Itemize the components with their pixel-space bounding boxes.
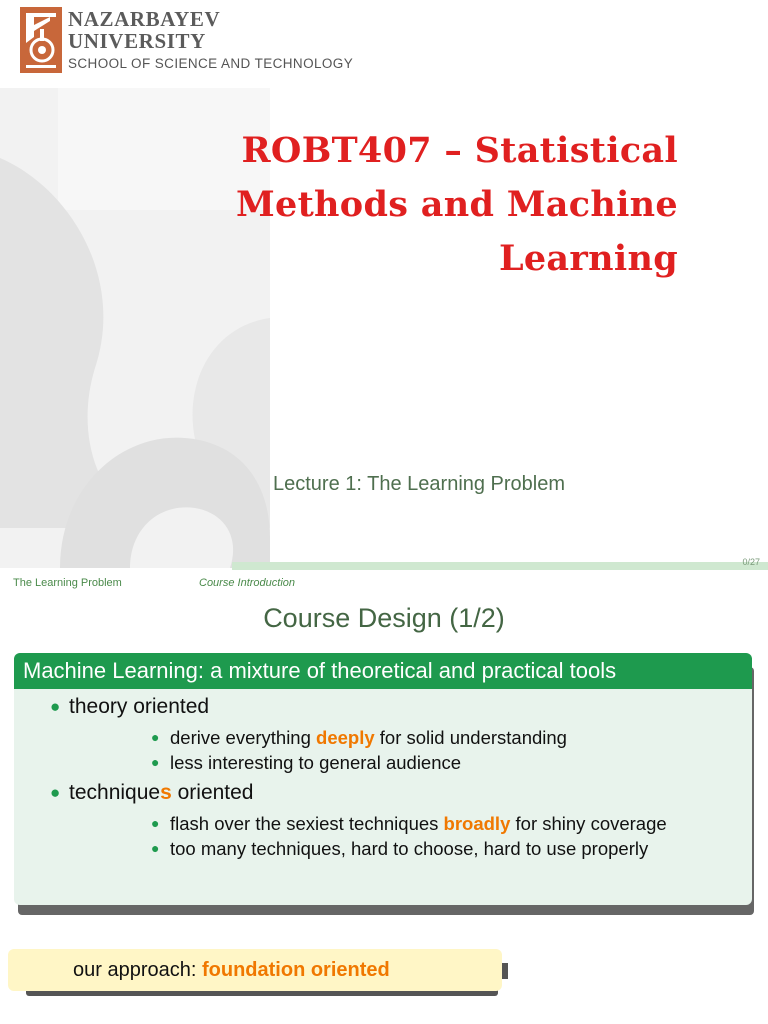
- bullet-icon: ●: [151, 815, 160, 831]
- logo-name-line2: UNIVERSITY: [68, 29, 206, 53]
- nav-subsection-link[interactable]: Course Introduction: [199, 577, 295, 589]
- bullet-icon: ●: [151, 754, 160, 770]
- logo-name-line1: NAZARBAYEV: [68, 7, 221, 31]
- content-block: [14, 653, 754, 909]
- university-logo: [20, 7, 353, 73]
- nazarbayev-university-emblem-icon: [20, 7, 62, 73]
- list-item-text: technique: [69, 781, 161, 804]
- presentation-title: [118, 124, 678, 286]
- title-line-2: Methods and Machine: [235, 184, 678, 225]
- sub-list-item: [69, 750, 752, 775]
- sub-list: [69, 725, 752, 775]
- approach-box: [8, 949, 502, 991]
- sub-item-text: derive everything: [170, 727, 317, 748]
- highlight-text: broadly: [443, 813, 511, 834]
- nav-section-link[interactable]: The Learning Problem: [13, 577, 122, 589]
- bullet-icon: ●: [50, 783, 61, 802]
- page-number: 0/27: [742, 557, 760, 567]
- sub-list: [69, 811, 752, 861]
- frame-title: Course Design (1/2): [263, 603, 505, 633]
- block-header: Machine Learning: a mixture of theoretical and practical tools: [14, 653, 752, 689]
- list-item-theory: [14, 693, 752, 775]
- bullet-icon: ●: [50, 697, 61, 716]
- footer-bar: [232, 562, 768, 570]
- sub-list-item: [69, 725, 752, 750]
- sub-item-text: for solid understanding: [374, 727, 567, 748]
- highlight-text: deeply: [316, 727, 375, 748]
- list-item-techniques: [14, 779, 752, 861]
- approach-highlight: foundation oriented: [201, 959, 390, 981]
- course-design-slide: [0, 575, 768, 1024]
- sub-list-item: [69, 836, 752, 861]
- lecture-subtitle: Lecture 1: The Learning Problem: [273, 473, 566, 495]
- highlight-text: s: [160, 781, 172, 804]
- sub-item-text: too many techniques, hard to choose, hard to use properly: [170, 838, 649, 859]
- bullet-icon: ●: [151, 840, 160, 856]
- approach-label: our approach:: [73, 959, 202, 981]
- sub-item-text: for shiny coverage: [510, 813, 667, 834]
- list-item-text: oriented: [171, 781, 254, 804]
- sub-list-item: [69, 811, 752, 836]
- sub-item-text: less interesting to general audience: [170, 752, 462, 773]
- list-item-text: theory oriented: [69, 695, 210, 718]
- sub-item-text: flash over the sexiest techniques: [170, 813, 444, 834]
- title-line-3: Learning: [498, 238, 678, 279]
- title-line-1: ROBT407 – Statistical: [241, 130, 678, 171]
- bullet-icon: ●: [151, 729, 160, 745]
- logo-school-name: SCHOOL OF SCIENCE AND TECHNOLOGY: [68, 56, 354, 71]
- main-list: [14, 693, 752, 861]
